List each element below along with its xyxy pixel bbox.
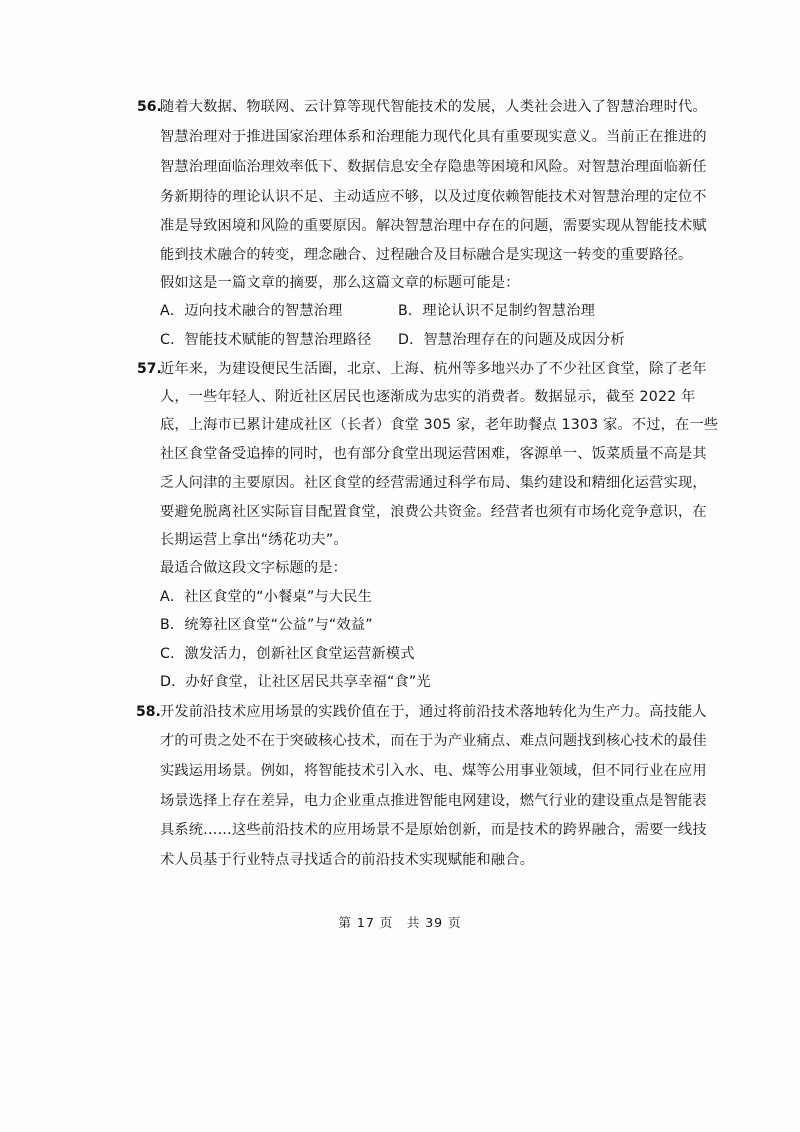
question-prompt: 最适合做这段文字标题的是： [160,560,348,576]
question-text-line: 能到技术融合的转变，理念融合、过程融合及目标融合是实现这一转变的重要路径。 [160,247,693,263]
option-a: A．迈向技术融合的智慧治理 [160,303,343,319]
question-text-line: 准是导致困境和风险的重要原因。解决智慧治理中存在的问题，需要实现从智能技术赋 [160,218,707,234]
question-text-line: 近年来，为建设便民生活圈，北京、上海、杭州等多地兴办了不少社区食堂，除了老年 [160,361,707,377]
option-c: C．激发活力，创新社区食堂运营新模式 [160,646,415,662]
question-text-line: 具系统……这些前沿技术的应用场景不是原始创新，而是技术的跨界融合，需要一线技 [160,822,707,838]
question-prompt: 假如这是一篇文章的摘要，那么这篇文章的标题可能是： [160,275,520,291]
question-text-line: 底，上海市已累计建成社区（长者）食堂 305 家，老年助餐点 1303 家。不过，在一些 [160,417,719,433]
option-b: B．理论认识不足制约智慧治理 [398,303,595,319]
option-c: C．智能技术赋能的智慧治理路径 [160,332,372,348]
page-number-footer: 第 17 页 共 39 页 [338,915,462,930]
question-text-line: 长期运营上拿出“绣花功夫”。 [160,532,348,548]
question-text-line: 开发前沿技术应用场景的实践价值在于，通过将前沿技术落地转化为生产力。高技能人 [160,704,707,720]
question-text-line: 智慧治理面临治理效率低下、数据信息安全存隐患等困境和风险。对智慧治理面临新任 [160,159,707,175]
option-d: D．智慧治理存在的问题及成因分析 [398,332,625,348]
question-text-line: 才的可贵之处不在于突破核心技术，而在于为产业痛点、难点问题找到核心技术的最佳 [160,733,707,749]
question-text-line: 场景选择上存在差异，电力企业重点推进智能电网建设，燃气行业的建设重点是智能表 [160,793,707,809]
question-text-line: 人，一些年轻人、附近社区居民也逐渐成为忠实的消费者。数据显示，截至 2022 年 [160,389,696,405]
question-text-line: 社区食堂备受追捧的同时，也有部分食堂出现运营困难，客源单一、饭菜质量不高是其 [160,446,707,462]
question-text-line: 术人员基于行业特点寻找适合的前沿技术实现赋能和融合。 [160,852,535,868]
question-text-line: 随着大数据、物联网、云计算等现代智能技术的发展，人类社会进入了智慧治理时代。 [160,99,707,115]
option-d: D．办好食堂，让社区居民共享幸福“食”光 [160,674,431,690]
option-b: B．统筹社区食堂“公益”与“效益” [160,617,373,633]
question-text-line: 乏人问津的主要原因。社区食堂的经营需通过科学布局、集约建设和精细化运营实现， [160,475,707,491]
option-a: A．社区食堂的“小餐桌”与大民生 [160,589,373,605]
question-number: 58. [136,704,161,720]
question-text-line: 智慧治理对于推进国家治理体系和治理能力现代化具有重要现实意义。当前正在推进的 [160,129,707,145]
question-text-line: 要避免脱离社区实际盲目配置食堂，浪费公共资金。经营者也须有市场化竞争意识，在 [160,504,707,520]
question-text-line: 实践运用场景。例如，将智能技术引入水、电、煤等公用事业领域，但不同行业在应用 [160,763,707,779]
question-number: 57. [137,361,162,377]
question-text-line: 务新期待的理论认识不足、主动适应不够，以及过度依赖智能技术对智慧治理的定位不 [160,189,707,205]
question-number: 56. [137,99,162,115]
